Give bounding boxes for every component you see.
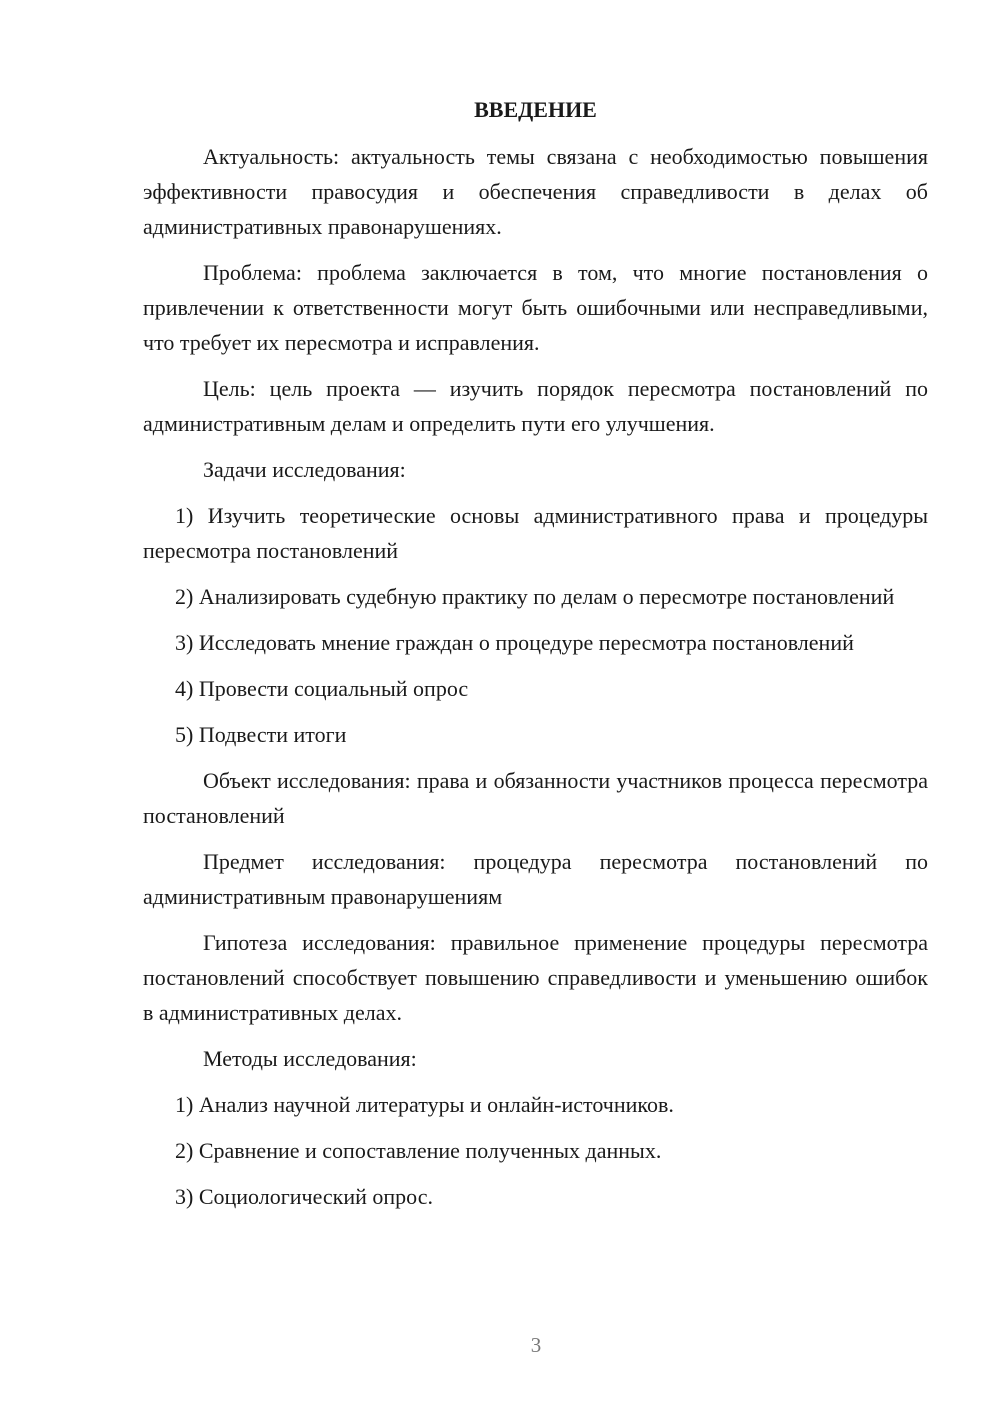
method-item-2: 2) Сравнение и сопоставление полученных данных. <box>175 1138 662 1163</box>
subject-paragraph: Предмет исследования: процедура пересмотра постановлений по административным правонарушениям <box>143 849 928 909</box>
problem-paragraph: Проблема: проблема заключается в том, что многие постановления о привлечении к ответственности могут быть ошибочными или несправедливыми, что требует их пересмотра и исправления. <box>143 260 928 355</box>
methods-heading: Методы исследования: <box>203 1046 417 1071</box>
method-item-1: 1) Анализ научной литературы и онлайн-источников. <box>175 1092 674 1117</box>
page-content <box>143 92 928 1225</box>
hypothesis-paragraph: Гипотеза исследования: правильное применение процедуры пересмотра постановлений способствует повышению справедливости и уменьшению ошибок в административных делах. <box>143 930 928 1025</box>
method-item-3: 3) Социологический опрос. <box>175 1184 433 1209</box>
section-title: ВВЕДЕНИЕ <box>474 97 597 122</box>
task-item-4: 4) Провести социальный опрос <box>175 676 469 701</box>
task-item-5: 5) Подвести итоги <box>175 722 347 747</box>
goal-paragraph: Цель: цель проекта — изучить порядок пересмотра постановлений по административным делам и определить пути его улучшения. <box>143 376 928 436</box>
relevance-paragraph: Актуальность: актуальность темы связана с необходимостью повышения эффективности правосудия и обеспечения справедливости в делах об административных правонарушениях. <box>143 144 928 239</box>
task-item-3: 3) Исследовать мнение граждан о процедуре пересмотра постановлений <box>175 630 854 655</box>
page-number: 3 <box>530 1333 542 1357</box>
object-paragraph: Объект исследования: права и обязанности участников процесса пересмотра постановлений <box>143 768 928 828</box>
tasks-heading: Задачи исследования: <box>203 457 406 482</box>
task-item-1: 1) Изучить теоретические основы административного права и процедуры пересмотра постановлений <box>143 503 928 563</box>
task-item-2: 2) Анализировать судебную практику по делам о пересмотре постановлений <box>175 584 895 609</box>
